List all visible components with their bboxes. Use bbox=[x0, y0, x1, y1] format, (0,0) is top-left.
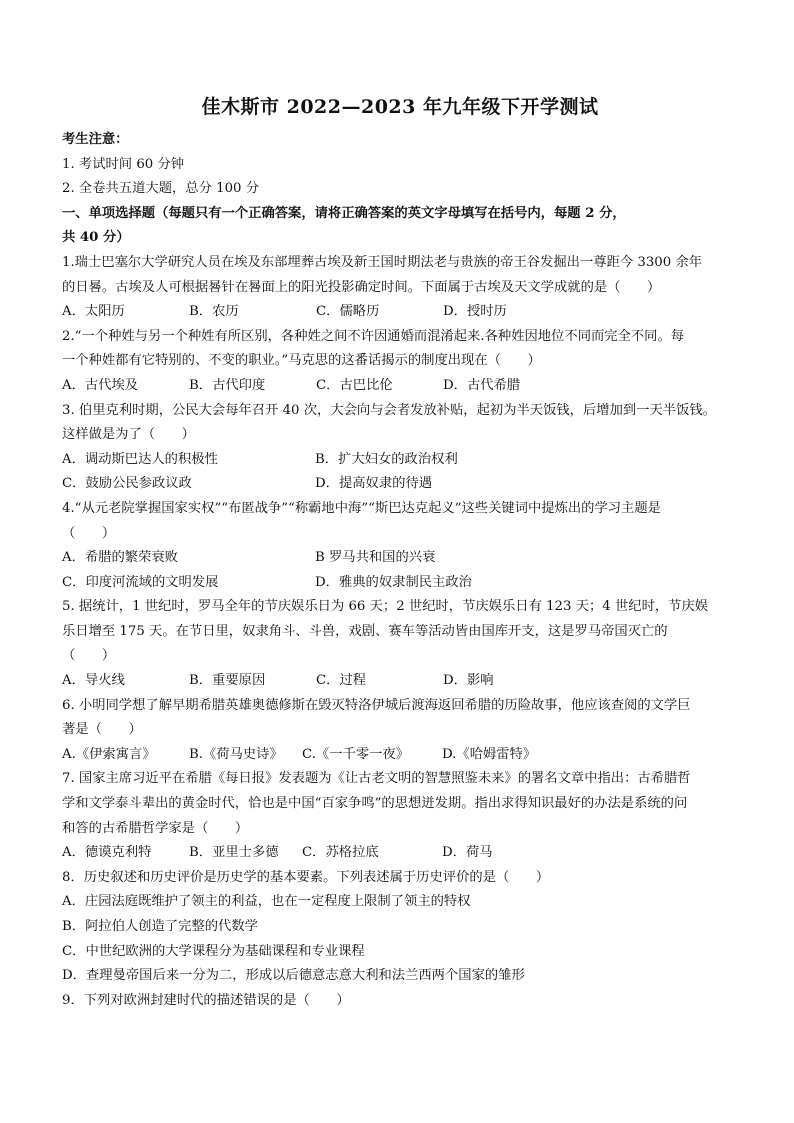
question-stem: 3. 伯里克利时期，公民大会每年召开 40 次，大会向与会者发放补贴，起初为半天饭钱，后增加到一天半饭钱。 bbox=[62, 402, 716, 418]
question-stem: 5. 据统计，1 世纪时，罗马全年的节庆娱乐日为 66 天；2 世纪时，节庆娱乐日有 123 天；4 世纪时，节庆娱 bbox=[62, 599, 709, 615]
question-1 bbox=[62, 251, 738, 325]
question-stem: 这样做是为了（ ） bbox=[62, 427, 195, 443]
question-3 bbox=[62, 399, 738, 497]
exam-title: 佳木斯市 2022—2023 年九年级下开学测试 bbox=[201, 96, 599, 118]
question-stem: 的日晷。古埃及人可根据晷针在晷面上的阳光投影确定时间。下面属于古埃及天文学成就的是（ ） bbox=[62, 279, 661, 295]
option-b: B．阿拉伯人创造了完整的代数学 bbox=[62, 919, 258, 934]
option-c: C．过程 bbox=[316, 673, 367, 689]
option-d: D．查理曼帝国后来一分为二，形成以后德意志意大利和法兰西两个国家的雏形 bbox=[62, 968, 525, 984]
options-row bbox=[62, 374, 738, 399]
option-b: B．农历 bbox=[189, 304, 239, 320]
question-stem: 著是（ ） bbox=[62, 722, 142, 738]
question-stem: 6. 小明同学想了解早期希腊英雄奥德修斯在毁灭特洛伊城后渡海返回希腊的历险故事，他应该查阅的文学巨 bbox=[62, 697, 691, 713]
question-9 bbox=[62, 989, 738, 1014]
option-d: D．荷马 bbox=[442, 845, 493, 861]
question-stem: （ ） bbox=[62, 648, 116, 664]
options-row bbox=[62, 571, 738, 596]
option-c: C．中世纪欧洲的大学课程分为基础课程和专业课程 bbox=[62, 943, 365, 959]
question-stem: 2.“一个种姓与另一个种姓有所区别，各种姓之间不许因通婚而混淆起来.各种姓因地位不同而完全不同。每 bbox=[62, 328, 685, 344]
option-a: A．古代埃及 bbox=[62, 377, 139, 393]
question-stem: 7. 国家主席习近平在希腊《每日报》发表题为《让古老文明的智慧照鉴未来》的署名文章中指出：古希腊哲 bbox=[62, 771, 691, 787]
options-row bbox=[62, 669, 738, 694]
option-b: B.《荷马史诗》 bbox=[189, 746, 283, 762]
option-c: C．儒略历 bbox=[316, 304, 380, 320]
option-c: C．苏格拉底 bbox=[302, 845, 379, 861]
question-stem: 和答的古希腊哲学家是（ ） bbox=[62, 820, 249, 836]
options-row bbox=[62, 300, 738, 325]
option-b: B．古代印度 bbox=[189, 377, 266, 393]
option-d: D．古代希腊 bbox=[443, 377, 521, 393]
option-a: A．德谟克利特 bbox=[62, 845, 152, 861]
option-b: B．亚里士多德 bbox=[189, 845, 279, 861]
options-row bbox=[62, 448, 738, 473]
notice-heading: 考生注意： bbox=[62, 132, 129, 147]
option-a: A．庄园法庭既维护了领主的利益，也在一定程度上限制了领主的特权 bbox=[62, 894, 471, 910]
question-stem: 学和文学泰斗辈出的黄金时代，恰也是中国“百家争鸣”的思想迸发期。指出求得知识最好的办法是系统的问 bbox=[62, 796, 688, 812]
notice-item: 2. 全卷共五道大题，总分 100 分 bbox=[62, 181, 260, 197]
question-stem: 8．历史叙述和历史评价是历史学的基本要素。下列表述属于历史评价的是（ ） bbox=[62, 869, 550, 885]
question-5 bbox=[62, 595, 738, 693]
option-b: B．重要原因 bbox=[189, 673, 266, 689]
option-a: A．太阳历 bbox=[62, 304, 125, 320]
option-a: A.《伊索寓言》 bbox=[62, 746, 156, 762]
option-c: C．古巴比伦 bbox=[316, 377, 393, 393]
question-2 bbox=[62, 325, 738, 399]
option-a: A．希腊的繁荣衰败 bbox=[62, 550, 178, 566]
option-c: C．印度河流域的文明发展 bbox=[62, 574, 219, 590]
option-d: D.《哈姆雷特》 bbox=[442, 746, 537, 762]
option-d: D．提高奴隶的待遇 bbox=[315, 476, 433, 492]
question-4 bbox=[62, 497, 738, 595]
option-a: A．调动斯巴达人的积极性 bbox=[62, 451, 218, 467]
question-7 bbox=[62, 767, 738, 865]
exam-page bbox=[62, 94, 738, 1013]
option-a: A．导火线 bbox=[62, 673, 125, 689]
section-heading: 一、单项选择题（每题只有一个正确答案，请将正确答案的英文字母填写在括号内，每题 2 分， bbox=[62, 205, 626, 221]
question-8 bbox=[62, 866, 738, 989]
question-6 bbox=[62, 694, 738, 768]
question-stem: 9．下列对欧洲封建时代的描述错误的是（ ） bbox=[62, 992, 350, 1008]
options-row bbox=[62, 472, 738, 497]
question-stem: （ ） bbox=[62, 525, 116, 541]
option-c: C．鼓励公民参政议政 bbox=[62, 476, 192, 492]
option-d: D．授时历 bbox=[443, 304, 507, 320]
options-row bbox=[62, 743, 738, 768]
option-c: C.《一千零一夜》 bbox=[302, 746, 410, 762]
options-row bbox=[62, 841, 738, 866]
option-d: D．影响 bbox=[443, 673, 494, 689]
question-stem: 1.瑞士巴塞尔大学研究人员在埃及东部埋葬古埃及新王国时期法老与贵族的帝王谷发掘出一尊距今 3300 余年 bbox=[62, 254, 703, 270]
question-stem: 乐日增至 175 天。在节日里，奴隶角斗、斗兽，戏剧、赛车等活动皆由国库开支，这是罗马帝国灭亡的 bbox=[62, 623, 668, 639]
notice-item: 1. 考试时间 60 分钟 bbox=[62, 156, 185, 172]
question-stem: 4.“从元老院掌握国家实权”“布匿战争”“称霸地中海”“斯巴达克起义”这些关键词中提炼出的学习主题是 bbox=[62, 500, 661, 516]
question-stem: 一个种姓都有它特别的、不变的职业。”马克思的这番话揭示的制度出现在（ ） bbox=[62, 353, 541, 369]
section-heading-cont: 共 40 分） bbox=[62, 230, 130, 246]
option-b: B．扩大妇女的政治权利 bbox=[315, 451, 458, 467]
options-row bbox=[62, 546, 738, 571]
option-b: B 罗马共和国的兴衰 bbox=[315, 550, 436, 566]
option-d: D．雅典的奴隶制民主政治 bbox=[315, 574, 472, 590]
